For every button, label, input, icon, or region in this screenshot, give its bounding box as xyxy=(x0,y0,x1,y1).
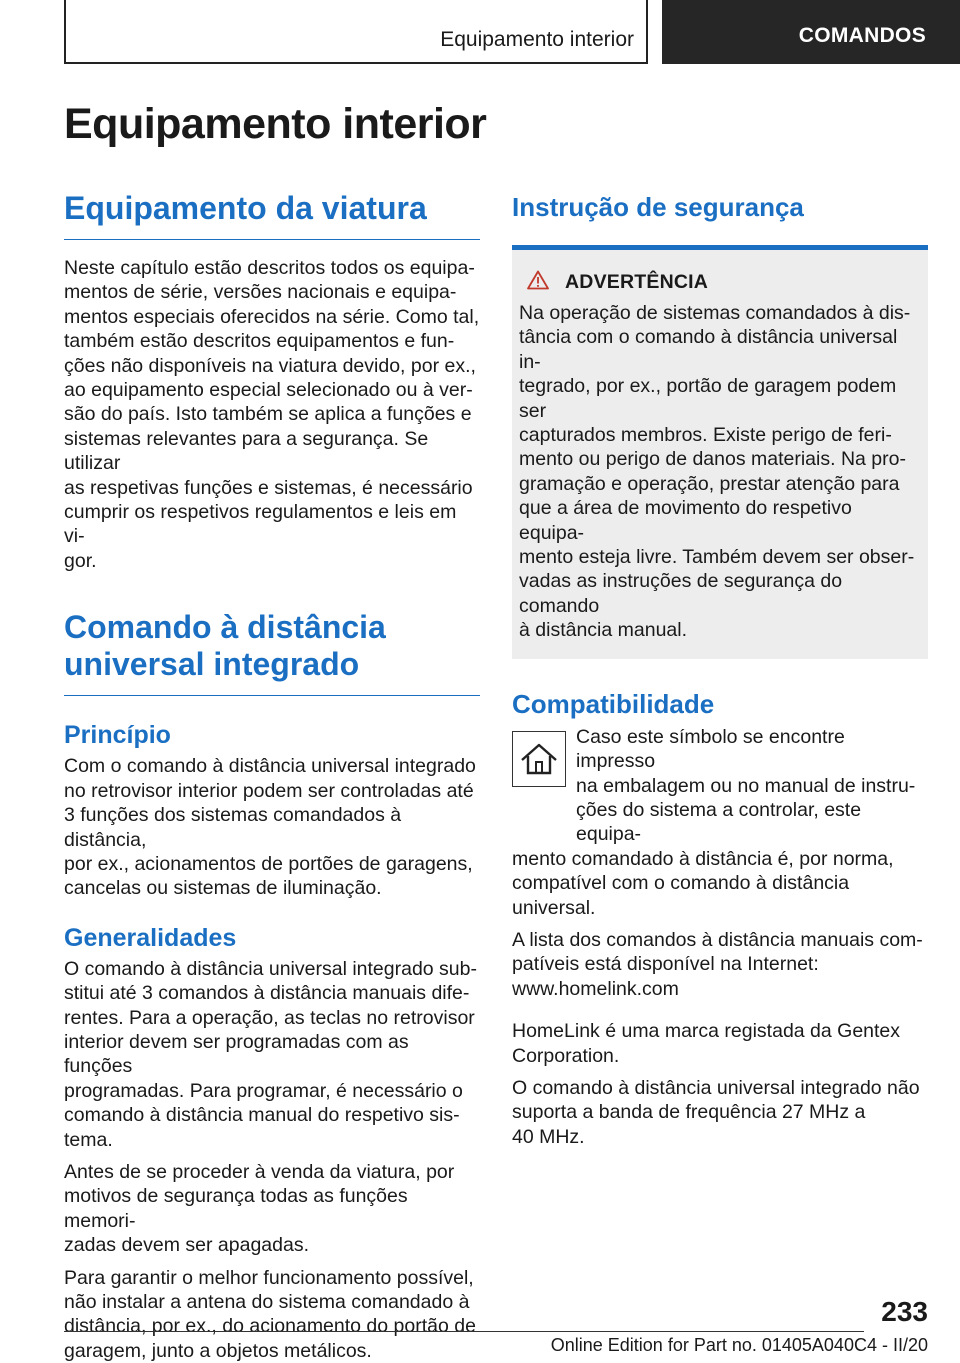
paragraph-generalidades-2: Antes de se proceder à venda da viatura, por motivos de segurança todas as funções memori‐ zadas devem ser apagadas. xyxy=(64,1160,455,1257)
warning-box xyxy=(512,245,928,659)
warning-header xyxy=(527,270,920,295)
paragraph-equipamento-viatura: Neste capítulo estão descritos todos os equipa‐ mentos de série, versões nacionais e equipa‐ mentos especiais oferecidos na série. Como tal, também estão descritos equipamentos e fun‐ ções não disponíveis na viatura devido, por ex., ao equipamento especial selecionado ou à ver‐ são do país. Isto também se aplica a funções e sistemas relevantes para a segurança. Se utilizar as respetivas funções e sistemas, é necessário cumprir os respetivos regulamentos e leis em vi‐ gor. xyxy=(64,257,480,572)
subsection-title-compatibilidade: Compatibilidade xyxy=(512,688,715,719)
section-title-comando-distancia: Comando à distância universal integrado xyxy=(64,609,480,696)
header-chapter-box xyxy=(64,0,648,64)
page-title: Equipamento interior xyxy=(64,100,487,148)
header-chapter-title: Equipamento interior xyxy=(440,28,634,51)
subsection-title-seguranca: Instrução de segurança xyxy=(512,192,804,222)
compat-paragraph-trademark: HomeLink é uma marca registada da Gentex Corporation. xyxy=(512,1020,901,1067)
paragraph-generalidades-3: Para garantir o melhor funcionamento possível, não instalar a antena do sistema comandado à distância, por ex., do acionamento do portão de garagem, junto a objetos metálicos. xyxy=(64,1266,476,1362)
footer-edition: Online Edition for Part no. 01405A040C4 - II/20 xyxy=(550,1335,928,1355)
warning-triangle-icon xyxy=(527,270,549,295)
compat-text-beside-icon: Caso este símbolo se encontre impresso na embalagem ou no manual de instru‐ ções do sistema a controlar, este equipa‐ xyxy=(576,725,916,846)
compat-paragraph-frequency: O comando à distância universal integrado não suporta a banda de frequência 27 MHz a 40 MHz. xyxy=(512,1076,920,1148)
subsection-title-generalidades: Generalidades xyxy=(64,923,237,952)
compat-symbol-row xyxy=(512,725,928,847)
right-column xyxy=(512,190,928,1149)
compat-text-continued: mento comandado à distância é, por norma, compatível com o comando à distância universal. xyxy=(512,847,894,919)
page-number: 233 xyxy=(881,1296,928,1327)
house-icon xyxy=(512,731,566,787)
header-section-label: COMANDOS xyxy=(798,24,926,47)
warning-label: ADVERTÊNCIA xyxy=(565,271,709,293)
paragraph-generalidades-1: O comando à distância universal integrado sub‐ stitui até 3 comandos à distância manuais dife‐ rentes. Para a operação, as teclas no retrovisor interior devem ser programadas com as funções programadas. Para programar, é necessário o comando à distância manual do respetivo sis‐ tema. xyxy=(64,957,477,1151)
footer-divider xyxy=(64,1331,864,1332)
left-column xyxy=(64,190,480,1363)
compat-paragraph-list: A lista dos comandos à distância manuais com‐ patíveis está disponível na Internet: www.homelink.com xyxy=(512,928,923,1000)
warning-text: Na operação de sistemas comandados à dis‐ tância com o comando à distância universal in‐ tegrado, por ex., portão de garagem podem ser capturados membros. Existe perigo de feri‐ mento ou perigo de danos materiais. Na pro‐ gramação e operação, prestar atenção para que a área de movimento do respetivo equipa‐ mento esteja livre. Também devem ser obser‐ vadas as instruções de segurança do comando à distância manual. xyxy=(519,302,915,642)
header-section-tab xyxy=(662,0,960,64)
subsection-title-principio: Princípio xyxy=(64,721,171,750)
homelink-url: www.homelink.com xyxy=(512,977,679,1000)
paragraph-principio: Com o comando à distância universal integrado no retrovisor interior podem ser controladas até 3 funções dos sistemas comandados à distância, por ex., acionamentos de portões de garagens, cancelas ou sistemas de iluminação. xyxy=(64,755,476,900)
section-title-equipamento-viatura: Equipamento da viatura xyxy=(64,190,480,240)
